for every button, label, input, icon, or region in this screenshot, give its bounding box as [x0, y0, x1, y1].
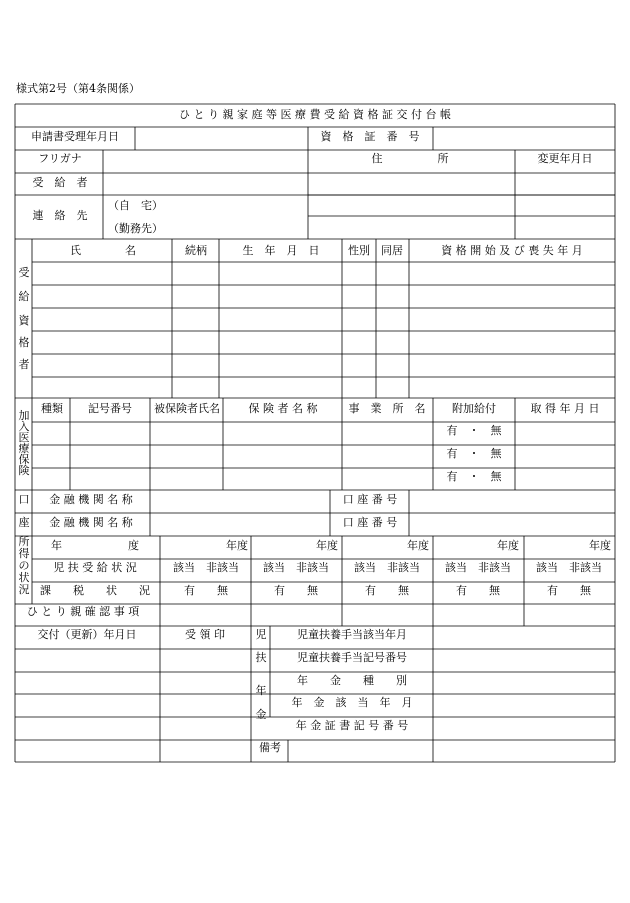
form-title: ひ と り 親 家 庭 等 医 療 費 受 給 資 格 証 交 付 台 帳 [179, 108, 451, 121]
income-side-4: 状 [18, 571, 30, 584]
benefit-option-1: 有 ・ 無 [446, 424, 502, 437]
income-side-3: の [18, 559, 30, 572]
support-value-3: 該当 非該当 [354, 561, 420, 574]
bank-name-label-1: 金 融 機 関 名 称 [49, 493, 133, 506]
insurance-side-3: 医 [18, 431, 30, 444]
nendo-2: 年度 [316, 539, 338, 552]
account-side-2: 座 [18, 516, 30, 529]
income-side-1: 所 [18, 535, 30, 548]
insurance-side-6: 険 [18, 464, 30, 477]
support-value-4: 該当 非該当 [445, 561, 511, 574]
insurance-col-type: 種類 [41, 402, 63, 415]
eligible-side-4: 格 [18, 336, 30, 349]
eligible-col-period: 資 格 開 始 及 び 喪 失 年 月 [441, 244, 583, 257]
insurance-side-2: 入 [18, 420, 30, 433]
nendo-3: 年度 [407, 539, 429, 552]
insurance-col-benefit: 附加給付 [452, 402, 496, 415]
certificate-number-label: 資 格 証 番 号 [320, 130, 420, 143]
support-value-2: 該当 非該当 [263, 561, 329, 574]
support-value-1: 該当 非該当 [173, 561, 239, 574]
eligible-col-cohabit: 同居 [381, 244, 403, 257]
fiscal-year-label: 年 度 [51, 539, 139, 552]
insurance-side-4: 療 [18, 442, 30, 455]
pension-cert-label: 年 金 証 書 記 号 番 号 [295, 719, 409, 732]
issue-date-label: 交付（更新）年月日 [37, 628, 137, 641]
insurance-col-insured: 被保険者氏名 [154, 402, 220, 415]
pension-year-label: 年 金 該 当 年 月 [291, 696, 413, 709]
tax-value-1: 有 無 [184, 584, 228, 597]
insurance-side-1: 加 [18, 409, 30, 422]
home-label: （自 宅） [108, 199, 163, 212]
allowance-number-label: 児童扶養手当記号番号 [297, 651, 407, 664]
nendo-5: 年度 [589, 539, 611, 552]
pension-type-label: 年 金 種 別 [297, 674, 407, 687]
receipt-seal-label: 受 領 印 [185, 628, 225, 641]
allowance-year-label: 児童扶養手当該当年月 [297, 628, 407, 641]
tax-value-2: 有 無 [274, 584, 318, 597]
form-number: 様式第2号（第4条関係） [16, 82, 140, 95]
insurance-col-acquired: 取 得 年 月 日 [530, 402, 600, 415]
tax-value-5: 有 無 [547, 584, 591, 597]
insurance-col-symbol: 記号番号 [88, 402, 132, 415]
eligible-side-2: 給 [18, 290, 30, 303]
jifu-side-1: 児 [255, 628, 267, 641]
nendo-1: 年度 [226, 539, 248, 552]
income-side-2: 得 [18, 547, 30, 560]
furigana-label: フリガナ [38, 152, 82, 165]
eligible-side-5: 者 [18, 358, 30, 371]
insurance-col-employer: 事 業 所 名 [348, 402, 426, 415]
eligible-col-name: 氏 名 [70, 244, 136, 257]
tax-status-label: 課 税 状 況 [40, 584, 150, 597]
eligible-col-relation: 続柄 [185, 244, 207, 257]
insurance-col-insurer: 保 険 者 名 称 [248, 402, 318, 415]
eligible-side-3: 資 [18, 314, 30, 327]
work-label: （勤務先） [108, 222, 163, 235]
support-status-label: 児 扶 受 給 状 況 [53, 561, 137, 574]
tax-value-3: 有 無 [365, 584, 409, 597]
benefit-option-3: 有 ・ 無 [446, 470, 502, 483]
eligible-col-sex: 性別 [348, 244, 370, 257]
tax-value-4: 有 無 [456, 584, 500, 597]
single-parent-confirm-label: ひ と り 親 確 認 事 項 [26, 605, 140, 618]
income-side-5: 況 [18, 583, 30, 596]
support-value-5: 該当 非該当 [536, 561, 602, 574]
change-date-label: 変更年月日 [537, 152, 593, 165]
bank-name-label-2: 金 融 機 関 名 称 [49, 516, 133, 529]
jifu-side-2: 扶 [255, 651, 267, 664]
account-number-label-1: 口 座 番 号 [342, 493, 398, 506]
eligible-side-1: 受 [18, 266, 30, 279]
account-number-label-2: 口 座 番 号 [342, 516, 398, 529]
pension-side-1: 年 [255, 684, 267, 697]
recipient-label: 受 給 者 [32, 176, 88, 189]
remarks-label: 備考 [259, 741, 281, 754]
benefit-option-2: 有 ・ 無 [446, 447, 502, 460]
application-date-label: 申請書受理年月日 [31, 130, 119, 143]
insurance-side-5: 保 [18, 453, 30, 466]
contact-label: 連 絡 先 [32, 209, 88, 222]
address-label: 住 所 [371, 152, 449, 165]
pension-side-2: 金 [255, 708, 267, 721]
eligible-col-birthdate: 生 年 月 日 [242, 244, 320, 257]
nendo-4: 年度 [497, 539, 519, 552]
account-side-1: 口 [18, 493, 30, 506]
